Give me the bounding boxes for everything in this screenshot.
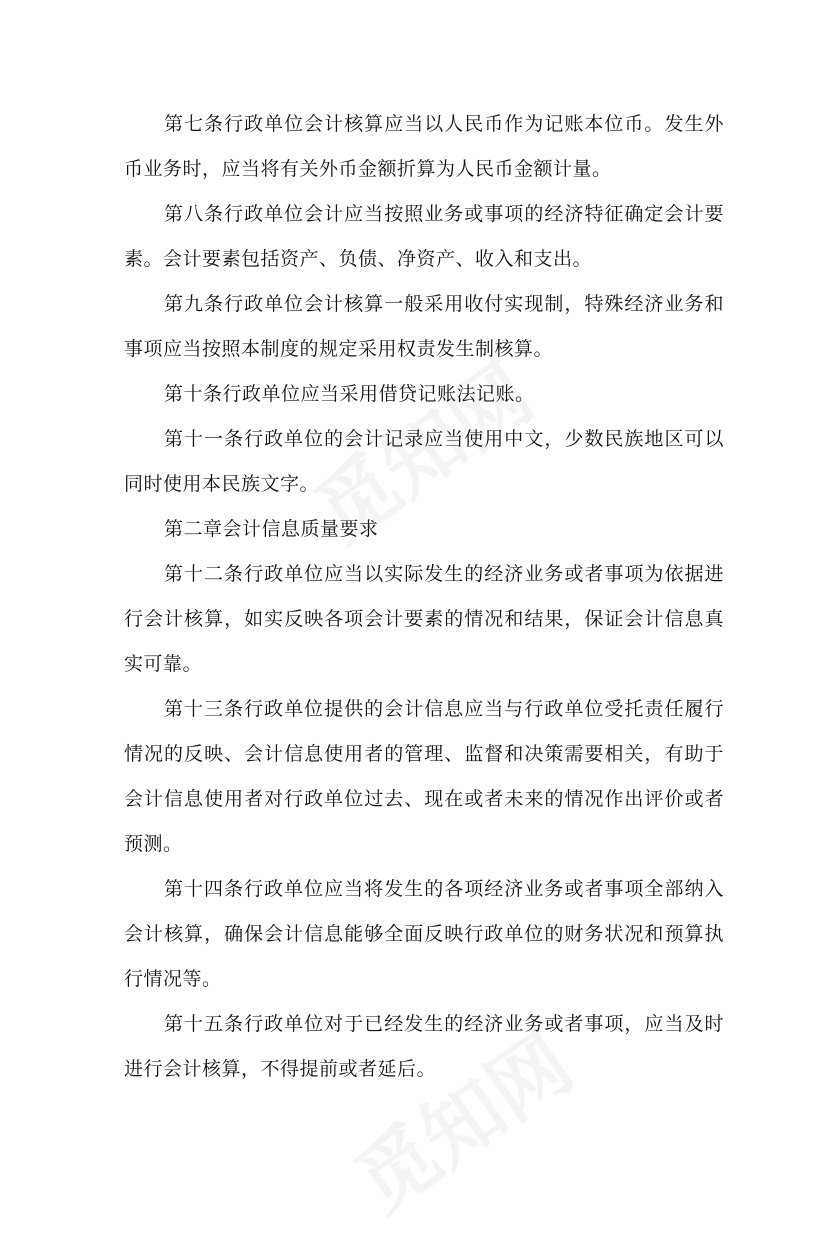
paragraph-article-7: 第七条行政单位会计核算应当以人民币作为记账本位币。发生外币业务时，应当将有关外币金额折算为人民币金额计量。 xyxy=(124,113,724,180)
paragraph-article-10: 第十条行政单位应当采用借贷记账法记账。 xyxy=(164,383,535,405)
paragraph-article-11: 第十一条行政单位的会计记录应当使用中文，少数民族地区可以同时使用本民族文字。 xyxy=(124,428,724,495)
paragraph-article-8: 第八条行政单位会计应当按照业务或事项的经济特征确定会计要素。会计要素包括资产、负债、净资产、收入和支出。 xyxy=(124,203,724,270)
chapter-heading: 第二章会计信息质量要求 xyxy=(164,518,379,540)
paragraph-article-14: 第十四条行政单位应当将发生的各项经济业务或者事项全部纳入会计核算，确保会计信息能够全面反映行政单位的财务状况和预算执行情况等。 xyxy=(124,878,724,990)
paragraph-article-12: 第十二条行政单位应当以实际发生的经济业务或者事项为依据进行会计核算，如实反映各项会计要素的情况和结果，保证会计信息真实可靠。 xyxy=(124,563,724,675)
document-body xyxy=(124,102,724,1092)
paragraph-article-9: 第九条行政单位会计核算一般采用收付实现制，特殊经济业务和事项应当按照本制度的规定采用权责发生制核算。 xyxy=(124,293,724,360)
paragraph-article-13: 第十三条行政单位提供的会计信息应当与行政单位受托责任履行情况的反映、会计信息使用者的管理、监督和决策需要相关，有助于会计信息使用者对行政单位过去、现在或者未来的情况作出评价或者预测。 xyxy=(124,698,724,855)
paragraph-article-15: 第十五条行政单位对于已经发生的经济业务或者事项，应当及时进行会计核算，不得提前或者延后。 xyxy=(124,1013,724,1080)
